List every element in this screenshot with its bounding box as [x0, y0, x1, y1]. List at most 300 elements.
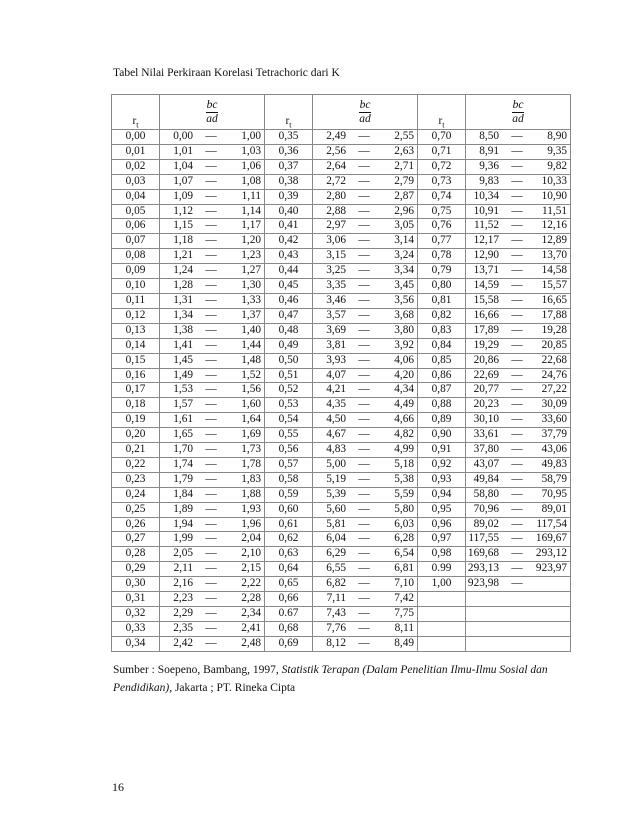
ratio-low: 37,80: [473, 443, 499, 456]
ratio-range-cell: [313, 532, 418, 547]
rt-cell: 0,97: [418, 532, 466, 547]
table-row: [112, 279, 571, 294]
ratio-high: 4,99: [394, 443, 414, 456]
rt-cell: 0,24: [112, 487, 160, 502]
rt-cell: 0,14: [112, 338, 160, 353]
rt-cell: 0,40: [265, 204, 313, 219]
range-dash: —: [205, 547, 217, 560]
ratio-high: 3,34: [394, 264, 414, 277]
range-dash: —: [511, 293, 523, 306]
ratio-low: 2,23: [173, 592, 193, 605]
ratio-range-cell: [313, 577, 418, 592]
rt-cell: 0,27: [112, 532, 160, 547]
ratio-range-cell: [466, 368, 571, 383]
table-row: [112, 517, 571, 532]
ratio-range-cell: [466, 607, 571, 622]
ratio-low: 3,69: [326, 323, 346, 336]
ratio-high: 3,45: [394, 279, 414, 292]
ratio-high: 14,58: [541, 264, 567, 277]
range-dash: —: [511, 457, 523, 470]
table-row: [112, 428, 571, 443]
range-dash: —: [358, 219, 370, 232]
range-dash: —: [358, 472, 370, 485]
ratio-low: 2,16: [173, 577, 193, 590]
range-dash: —: [511, 264, 523, 277]
range-dash: —: [358, 398, 370, 411]
ratio-range-cell: [160, 443, 265, 458]
rt-cell: 0,43: [265, 249, 313, 264]
ratio-low: 2,72: [326, 174, 346, 187]
ratio-high: 1,69: [241, 428, 261, 441]
ratio-high: 1,44: [241, 338, 261, 351]
ratio-high: 1,11: [241, 189, 261, 202]
rt-cell: 0,62: [265, 532, 313, 547]
ratio-high: 8,11: [394, 621, 414, 634]
ratio-range-cell: [160, 607, 265, 622]
ratio-high: 4,82: [394, 428, 414, 441]
range-dash: —: [511, 159, 523, 172]
header-ratio: $\frac{bc}{ad}$: [313, 95, 418, 130]
ratio-range-cell: [160, 472, 265, 487]
ratio-low: 12,17: [473, 234, 499, 247]
ratio-range-cell: [160, 279, 265, 294]
rt-cell: [418, 636, 466, 651]
range-dash: —: [205, 562, 217, 575]
table-row: [112, 249, 571, 264]
ratio-low: 1,21: [173, 249, 193, 262]
ratio-low: 3,35: [326, 279, 346, 292]
rt-cell: 0.67: [265, 607, 313, 622]
range-dash: —: [358, 264, 370, 277]
source-book-title: Statistik Terapan (Dalam Penelitian Ilmu-Ilmu Sosial dan Pendidikan),: [113, 664, 548, 694]
rt-cell: 0,63: [265, 547, 313, 562]
rt-cell: 0,86: [418, 368, 466, 383]
rt-cell: 0,23: [112, 472, 160, 487]
range-dash: —: [358, 159, 370, 172]
range-dash: —: [511, 577, 523, 590]
ratio-range-cell: [466, 487, 571, 502]
ratio-low: 4,50: [326, 413, 346, 426]
ratio-range-cell: [160, 323, 265, 338]
rt-cell: 0,19: [112, 413, 160, 428]
ratio-high: 3,80: [394, 323, 414, 336]
ratio-low: 2,49: [326, 130, 346, 142]
ratio-high: 27,22: [541, 383, 567, 396]
ratio-low: 1,94: [173, 517, 193, 530]
ratio-low: 2,35: [173, 621, 193, 634]
ratio-low: 1,18: [173, 234, 193, 247]
ratio-low: 89,02: [473, 517, 499, 530]
rt-cell: 0,22: [112, 457, 160, 472]
ratio-high: 11,51: [542, 204, 567, 217]
range-dash: —: [511, 487, 523, 500]
table-row: [112, 308, 571, 323]
ratio-low: 12,90: [473, 249, 499, 262]
ratio-high: 1,03: [241, 144, 261, 157]
rt-cell: 0,16: [112, 368, 160, 383]
range-dash: —: [358, 428, 370, 441]
ratio-high: 1,30: [241, 279, 261, 292]
table-row: [112, 398, 571, 413]
ratio-low: 2,97: [326, 219, 346, 232]
ratio-low: 15,58: [473, 293, 499, 306]
ratio-range-cell: [466, 279, 571, 294]
ratio-high: 1,33: [241, 293, 261, 306]
rt-cell: 0,79: [418, 264, 466, 279]
rt-cell: 0,64: [265, 562, 313, 577]
ratio-low: 1,12: [173, 204, 193, 217]
ratio-range-cell: [160, 562, 265, 577]
ratio-low: 30,10: [473, 413, 499, 426]
ratio-low: 7,76: [326, 621, 346, 634]
table-row: [112, 130, 571, 145]
ratio-high: 1,78: [241, 457, 261, 470]
ratio-range-cell: [466, 621, 571, 636]
ratio-high: 30,09: [541, 398, 567, 411]
range-dash: —: [358, 323, 370, 336]
ratio-high: 37,79: [541, 428, 567, 441]
ratio-high: 13,70: [541, 249, 567, 262]
rt-cell: 0,15: [112, 353, 160, 368]
ratio-low: 1,38: [173, 323, 193, 336]
range-dash: —: [358, 308, 370, 321]
table-row: [112, 577, 571, 592]
range-dash: —: [205, 383, 217, 396]
ratio-range-cell: [313, 174, 418, 189]
range-dash: —: [205, 323, 217, 336]
rt-cell: 0,91: [418, 443, 466, 458]
range-dash: —: [511, 338, 523, 351]
ratio-high: 2,04: [241, 532, 261, 545]
ratio-range-cell: [466, 443, 571, 458]
rt-cell: 0,81: [418, 293, 466, 308]
rt-cell: 0,56: [265, 443, 313, 458]
ratio-range-cell: [313, 472, 418, 487]
ratio-high: 8,49: [394, 636, 414, 649]
ratio-high: 2,34: [241, 607, 261, 619]
ratio-range-cell: [160, 592, 265, 607]
rt-cell: 0,61: [265, 517, 313, 532]
table-row: [112, 353, 571, 368]
ratio-low: 20,86: [473, 353, 499, 366]
rt-cell: 0,55: [265, 428, 313, 443]
rt-cell: 0,47: [265, 308, 313, 323]
table-row: [112, 264, 571, 279]
rt-cell: 0.99: [418, 562, 466, 577]
ratio-high: 1,23: [241, 249, 261, 262]
ratio-range-cell: [313, 383, 418, 398]
ratio-low: 4,21: [326, 383, 346, 396]
rt-cell: 0,52: [265, 383, 313, 398]
range-dash: —: [511, 189, 523, 202]
range-dash: —: [511, 547, 523, 560]
range-dash: —: [511, 279, 523, 292]
range-dash: —: [205, 130, 217, 142]
ratio-range-cell: [160, 547, 265, 562]
ratio-range-cell: [160, 621, 265, 636]
ratio-low: 11,52: [474, 219, 499, 232]
range-dash: —: [358, 130, 370, 142]
table-title: Tabel Nilai Perkiraan Korelasi Tetrachoric dari K: [113, 67, 340, 79]
ratio-high: 10,33: [541, 174, 567, 187]
ratio-high: 1,64: [241, 413, 261, 426]
ratio-low: 3,93: [326, 353, 346, 366]
ratio-range-cell: [160, 636, 265, 651]
ratio-range-cell: [313, 636, 418, 651]
ratio-low: 1,65: [173, 428, 193, 441]
ratio-low: 2,11: [173, 562, 193, 575]
ratio-range-cell: [160, 338, 265, 353]
rt-cell: 0,17: [112, 383, 160, 398]
ratio-range-cell: [160, 532, 265, 547]
table-row: [112, 457, 571, 472]
ratio-high: 4,34: [394, 383, 414, 396]
rt-cell: 0,98: [418, 547, 466, 562]
ratio-high: 20,85: [541, 338, 567, 351]
ratio-range-cell: [466, 159, 571, 174]
rt-cell: 0,41: [265, 219, 313, 234]
ratio-high: 10,90: [541, 189, 567, 202]
rt-cell: 1,00: [418, 577, 466, 592]
rt-cell: 0,59: [265, 487, 313, 502]
range-dash: —: [511, 562, 523, 575]
ratio-high: 1,83: [241, 472, 261, 485]
ratio-low: 8,91: [479, 144, 499, 157]
range-dash: —: [358, 532, 370, 545]
ratio-high: 33,60: [541, 413, 567, 426]
ratio-low: 1,61: [173, 413, 193, 426]
range-dash: —: [358, 636, 370, 649]
ratio-high: 5,59: [394, 487, 414, 500]
rt-cell: 0,21: [112, 443, 160, 458]
range-dash: —: [511, 353, 523, 366]
ratio-range-cell: [160, 219, 265, 234]
rt-cell: 0,74: [418, 189, 466, 204]
rt-cell: 0,88: [418, 398, 466, 413]
ratio-range-cell: [313, 428, 418, 443]
ratio-range-cell: [466, 562, 571, 577]
ratio-low: 1,28: [173, 279, 193, 292]
ratio-high: 2,96: [394, 204, 414, 217]
ratio-range-cell: [313, 353, 418, 368]
ratio-low: 2,29: [173, 607, 193, 619]
table-row: [112, 234, 571, 249]
rt-cell: 0,00: [112, 130, 160, 145]
ratio-low: 7,11: [326, 592, 346, 605]
ratio-range-cell: [466, 249, 571, 264]
ratio-high: 3,05: [394, 219, 414, 232]
ratio-low: 6,04: [326, 532, 346, 545]
ratio-range-cell: [160, 293, 265, 308]
rt-cell: [418, 592, 466, 607]
rt-cell: 0,92: [418, 457, 466, 472]
rt-cell: 0,65: [265, 577, 313, 592]
ratio-low: 2,42: [173, 636, 193, 649]
ratio-low: 9,83: [479, 174, 499, 187]
ratio-low: 1,49: [173, 368, 193, 381]
ratio-range-cell: [160, 189, 265, 204]
ratio-high: 117,54: [536, 517, 567, 530]
table-row: [112, 338, 571, 353]
ratio-low: 1,89: [173, 502, 193, 515]
range-dash: —: [205, 413, 217, 426]
rt-cell: 0,51: [265, 368, 313, 383]
range-dash: —: [511, 472, 523, 485]
table-row: [112, 174, 571, 189]
ratio-high: 1,96: [241, 517, 261, 530]
ratio-range-cell: [466, 592, 571, 607]
rt-cell: 0,39: [265, 189, 313, 204]
ratio-range-cell: [313, 293, 418, 308]
range-dash: —: [511, 323, 523, 336]
ratio-low: 923,98: [467, 577, 499, 590]
range-dash: —: [358, 443, 370, 456]
ratio-low: 49,84: [473, 472, 499, 485]
table-row: [112, 636, 571, 651]
range-dash: —: [511, 532, 523, 545]
range-dash: —: [358, 621, 370, 634]
rt-cell: 0,05: [112, 204, 160, 219]
ratio-range-cell: [313, 517, 418, 532]
range-dash: —: [205, 293, 217, 306]
ratio-high: 1,37: [241, 308, 261, 321]
range-dash: —: [511, 517, 523, 530]
ratio-high: 4,66: [394, 413, 414, 426]
range-dash: —: [511, 398, 523, 411]
header-rt: $r_t$: [112, 95, 160, 130]
table-row: [112, 472, 571, 487]
ratio-high: 3,14: [394, 234, 414, 247]
range-dash: —: [205, 368, 217, 381]
rt-cell: 0,50: [265, 353, 313, 368]
range-dash: —: [205, 204, 217, 217]
range-dash: —: [205, 577, 217, 590]
ratio-low: 4,35: [326, 398, 346, 411]
rt-cell: 0,73: [418, 174, 466, 189]
ratio-high: 7,75: [394, 607, 414, 619]
ratio-range-cell: [160, 144, 265, 159]
range-dash: —: [205, 234, 217, 247]
range-dash: —: [205, 502, 217, 515]
ratio-high: 49,83: [541, 457, 567, 470]
ratio-range-cell: [160, 204, 265, 219]
range-dash: —: [358, 607, 370, 619]
table-row: [112, 204, 571, 219]
ratio-range-cell: [313, 547, 418, 562]
ratio-low: 6,29: [326, 547, 346, 560]
ratio-high: 70,95: [541, 487, 567, 500]
ratio-range-cell: [466, 353, 571, 368]
ratio-high: 1,14: [241, 204, 261, 217]
rt-cell: 0,04: [112, 189, 160, 204]
ratio-low: 1,45: [173, 353, 193, 366]
range-dash: —: [358, 457, 370, 470]
ratio-range-cell: [313, 144, 418, 159]
ratio-range-cell: [313, 219, 418, 234]
rt-cell: 0,46: [265, 293, 313, 308]
ratio-range-cell: [160, 130, 265, 145]
ratio-high: 1,27: [241, 264, 261, 277]
range-dash: —: [205, 308, 217, 321]
ratio-low: 2,88: [326, 204, 346, 217]
range-dash: —: [205, 472, 217, 485]
ratio-low: 1,41: [173, 338, 193, 351]
ratio-range-cell: [466, 323, 571, 338]
ratio-high: 3,68: [394, 308, 414, 321]
ratio-low: 6,55: [326, 562, 346, 575]
rt-cell: 0,76: [418, 219, 466, 234]
ratio-range-cell: [313, 621, 418, 636]
ratio-low: 2,80: [326, 189, 346, 202]
ratio-high: 4,49: [394, 398, 414, 411]
rt-cell: 0,72: [418, 159, 466, 174]
ratio-range-cell: [313, 159, 418, 174]
ratio-high: 12,16: [541, 219, 567, 232]
range-dash: —: [511, 443, 523, 456]
range-dash: —: [205, 144, 217, 157]
rt-cell: 0,34: [112, 636, 160, 651]
ratio-low: 1,70: [173, 443, 193, 456]
range-dash: —: [205, 607, 217, 619]
ratio-low: 22,69: [473, 368, 499, 381]
rt-cell: 0,06: [112, 219, 160, 234]
ratio-low: 3,06: [326, 234, 346, 247]
ratio-low: 1,53: [173, 383, 193, 396]
rt-cell: 0,29: [112, 562, 160, 577]
ratio-range-cell: [160, 308, 265, 323]
ratio-high: 293,12: [535, 547, 567, 560]
ratio-low: 0,00: [173, 130, 193, 142]
ratio-range-cell: [160, 487, 265, 502]
ratio-low: 1,99: [173, 532, 193, 545]
ratio-range-cell: [466, 428, 571, 443]
ratio-low: 3,81: [326, 338, 346, 351]
rt-cell: 0,84: [418, 338, 466, 353]
ratio-low: 3,46: [326, 293, 346, 306]
ratio-range-cell: [313, 368, 418, 383]
ratio-high: 5,80: [394, 502, 414, 515]
range-dash: —: [205, 487, 217, 500]
ratio-range-cell: [466, 577, 571, 592]
ratio-high: 2,28: [241, 592, 261, 605]
ratio-high: 2,79: [394, 174, 414, 187]
ratio-high: 2,41: [241, 621, 261, 634]
rt-cell: 0,87: [418, 383, 466, 398]
range-dash: —: [358, 279, 370, 292]
ratio-high: 6,28: [394, 532, 414, 545]
rt-cell: 0,31: [112, 592, 160, 607]
rt-cell: 0,85: [418, 353, 466, 368]
range-dash: —: [358, 592, 370, 605]
ratio-high: 1,06: [241, 159, 261, 172]
ratio-range-cell: [313, 443, 418, 458]
ratio-high: 1,40: [241, 323, 261, 336]
ratio-high: 2,48: [241, 636, 261, 649]
rt-cell: 0,32: [112, 607, 160, 622]
header-ratio: $\frac{bc}{ad}$: [466, 95, 571, 130]
range-dash: —: [205, 592, 217, 605]
table-row: [112, 443, 571, 458]
ratio-range-cell: [160, 577, 265, 592]
rt-cell: 0,68: [265, 621, 313, 636]
rt-cell: 0,94: [418, 487, 466, 502]
ratio-low: 1,24: [173, 264, 193, 277]
ratio-high: 7,42: [394, 592, 414, 605]
ratio-low: 70,96: [473, 502, 499, 515]
ratio-high: 3,24: [394, 249, 414, 262]
ratio-range-cell: [313, 264, 418, 279]
ratio-range-cell: [466, 234, 571, 249]
